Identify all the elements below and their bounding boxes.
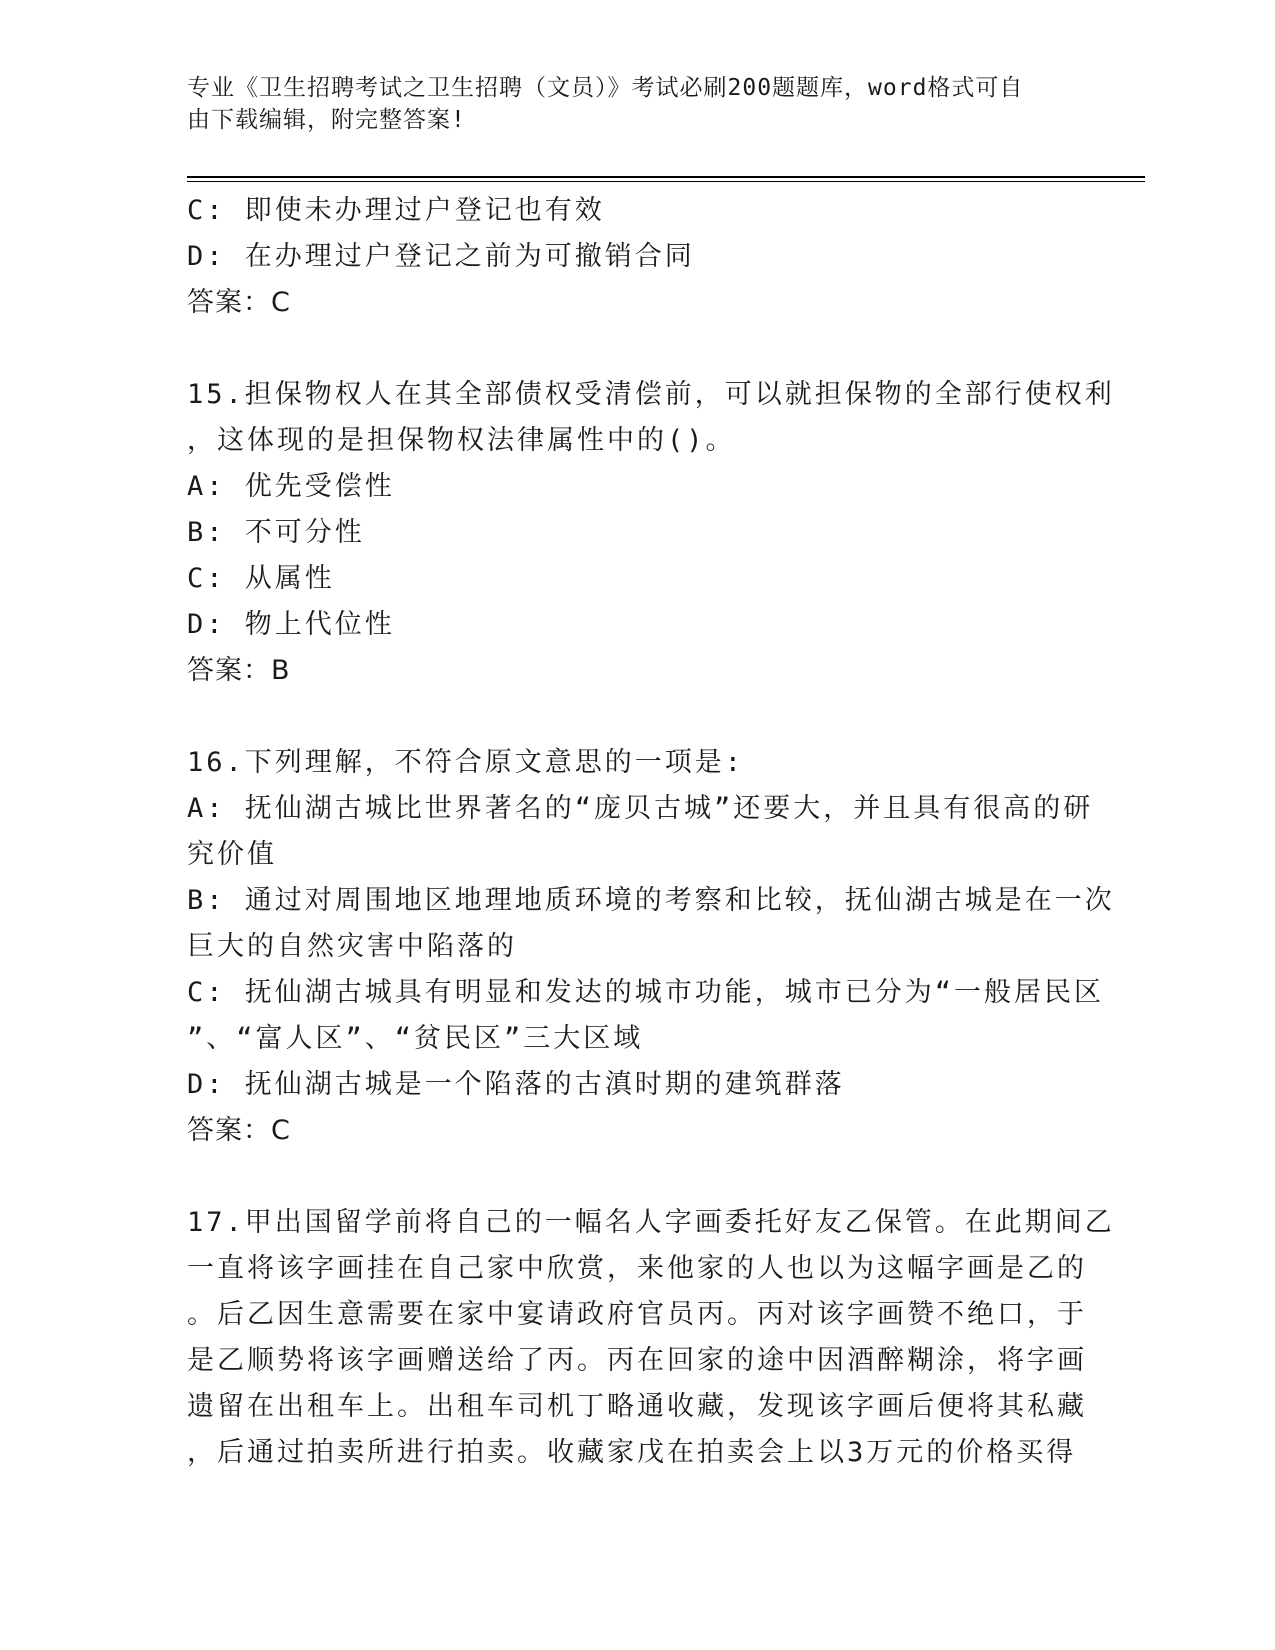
question-15 <box>187 372 1115 694</box>
question-16-option-d: D: 抚仙湖古城是一个陷落的古滇时期的建筑群落 <box>187 1069 845 1100</box>
question-14-tail <box>187 188 1067 326</box>
document-header <box>187 72 1067 136</box>
question-15-option-b: B: 不可分性 <box>187 517 365 548</box>
question-17-stem-line-1: 17.甲出国留学前将自己的一幅名人字画委托好友乙保管。在此期间乙 <box>187 1207 1115 1238</box>
question-15-answer: 答案：B <box>187 655 291 686</box>
question-15-option-d: D: 物上代位性 <box>187 609 395 640</box>
question-15-stem-line-1: 15.担保物权人在其全部债权受清偿前，可以就担保物的全部行使权利 <box>187 379 1115 410</box>
question-14-option-d: D: 在办理过户登记之前为可撤销合同 <box>187 241 695 272</box>
header-line-1: 专业《卫生招聘考试之卫生招聘（文员）》考试必刷200题题库，word格式可自 <box>187 75 1024 101</box>
question-17-stem-line-4: 是乙顺势将该字画赠送给了丙。丙在回家的途中因酒醉糊涂，将字画 <box>187 1345 1087 1376</box>
question-16-option-a-line-1: A: 抚仙湖古城比世界著名的“庞贝古城”还要大，并且具有很高的研 <box>187 793 1094 824</box>
question-17-stem-line-2: 一直将该字画挂在自己家中欣赏，来他家的人也以为这幅字画是乙的 <box>187 1253 1087 1284</box>
question-16-option-a-line-2: 究价值 <box>187 839 277 870</box>
question-15-option-a: A: 优先受偿性 <box>187 471 395 502</box>
question-17-stem-line-3: 。后乙因生意需要在家中宴请政府官员丙。丙对该字画赞不绝口，于 <box>187 1299 1087 1330</box>
question-14-option-c: C: 即使未办理过户登记也有效 <box>187 195 605 226</box>
header-divider-thick <box>187 176 1145 178</box>
question-15-option-c: C: 从属性 <box>187 563 335 594</box>
question-16-stem-line-1: 16.下列理解，不符合原文意思的一项是: <box>187 747 745 778</box>
question-16-option-c-line-1: C: 抚仙湖古城具有明显和发达的城市功能，城市已分为“一般居民区 <box>187 977 1105 1008</box>
question-14-answer: 答案：C <box>187 287 291 318</box>
header-divider-thin <box>187 181 1145 182</box>
question-16-option-b-line-1: B: 通过对周围地区地理地质环境的考察和比较，抚仙湖古城是在一次 <box>187 885 1115 916</box>
header-line-2: 由下载编辑，附完整答案! <box>187 107 466 133</box>
question-16-option-b-line-2: 巨大的自然灾害中陷落的 <box>187 931 517 962</box>
question-17-stem-line-6: ，后通过拍卖所进行拍卖。收藏家戊在拍卖会上以3万元的价格买得 <box>187 1437 1077 1468</box>
question-16-option-c-line-2: ”、“富人区”、“贫民区”三大区域 <box>187 1023 644 1054</box>
question-16 <box>187 740 1115 1154</box>
question-16-answer: 答案：C <box>187 1115 291 1146</box>
question-15-stem-line-2: ，这体现的是担保物权法律属性中的()。 <box>187 425 736 456</box>
document-body <box>187 188 1115 1476</box>
question-17 <box>187 1200 1115 1476</box>
question-17-stem-line-5: 遗留在出租车上。出租车司机丁略通收藏，发现该字画后便将其私藏 <box>187 1391 1087 1422</box>
